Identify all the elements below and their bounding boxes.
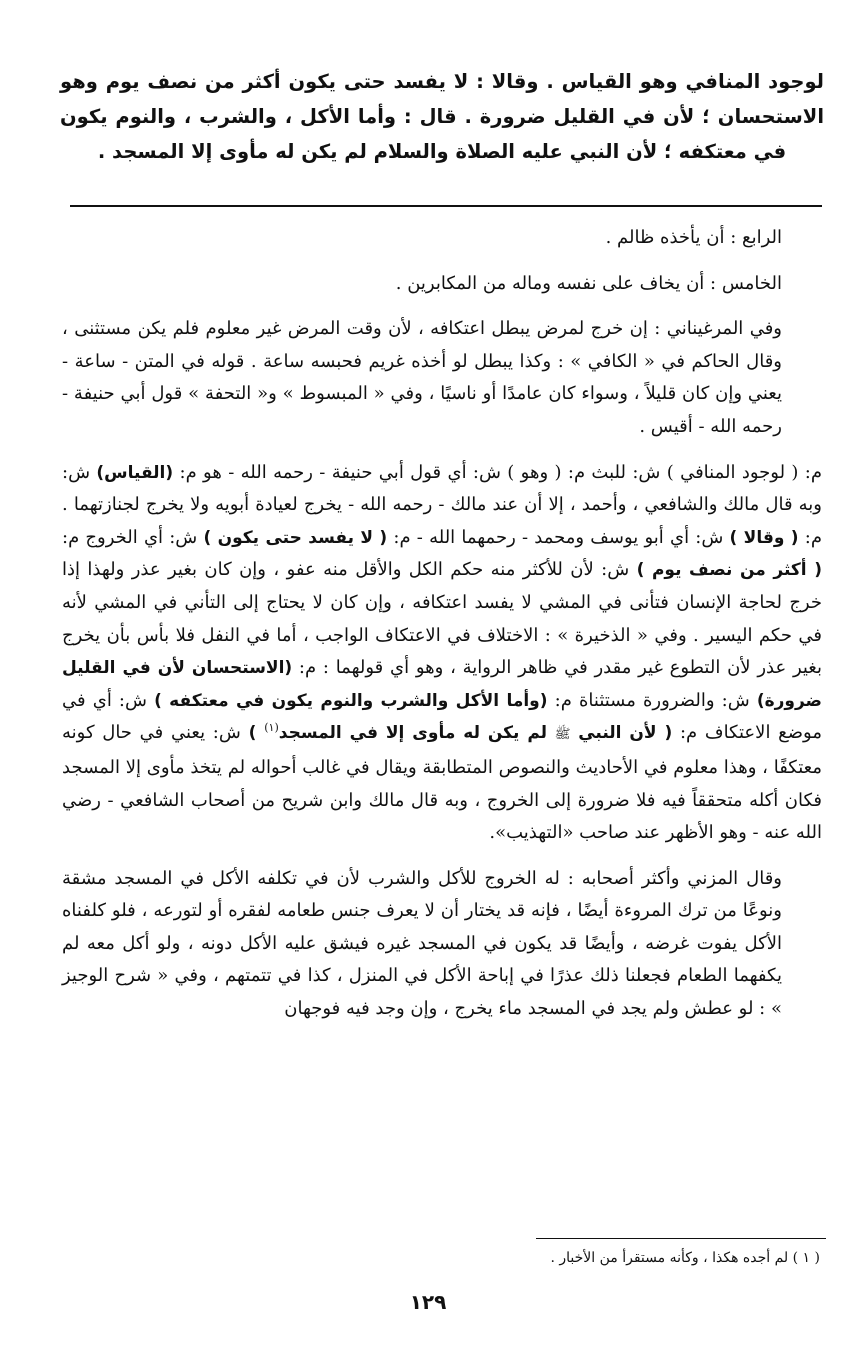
commentary-paragraph-2: الخامس : أن يخاف على نفسه وماله من المكابرين .: [395, 272, 782, 294]
p4-segment-5: ش: لأن للأكثر منه حكم الكل والأقل منه عفو ، وإن كان بغير عذر ولهذا إذا خرج لحاجة الإنسان فتأنى في المشي لا يفسد اعتكافه ، وإن كان لا يحتاج إلى التأني في المشي لأنه في حكم اليسير . وفي « الذخيرة » : الاختلاف في الاعتكاف الواجب ، أما في النفل فلا بأس بأن يخرج بغير عذر لأن التطوع غير مقدر في ظاهر الرواية ، وهو أي قولهما : م:: [62, 559, 823, 679]
p4-bold-7: ( لأن النبي: [578, 723, 673, 744]
p4-segment-8: ش: يعني في حال كونه معتكفًا ، وهذا معلوم في الأحاديث والنصوص المتطابقة ويقال في غالب أحواله لم يتخذ مأوى إلا المسجد فكان أكله متحققاً فيه فلا ضرورة إلى الخروج ، وبه قال مالك وابن شريح من أصحاب الشافعي - رضي الله عنه - وهو الأظهر عند صاحب «التهذيب».: [62, 722, 822, 844]
footnote: ( ١ ) لم أجده هكذا ، وكأنه مستقرأ من الأخبار .: [550, 1250, 820, 1266]
p4-segment-3: ش: أي أبو يوسف ومحمد - رحمهما الله - م:: [387, 526, 730, 548]
section-divider: [70, 205, 822, 207]
p4-segment-6: ش: والضرورة مستثناة م:: [547, 689, 757, 711]
footnote-divider: [536, 1238, 826, 1239]
p4-segment-7: ش: أي في موضع الاعتكاف م:: [62, 689, 822, 744]
main-text: لوجود المنافي وهو القياس . وقالا : لا يفسد حتى يكون أكثر من نصف يوم وهو الاستحسان ؛ لأن في القليل ضرورة . قال : وأما الأكل ، والشرب ، والنوم يكون في معتكفه ؛ لأن النبي عليه الصلاة والسلام لم يكن له مأوى إلا المسجد .: [60, 70, 824, 163]
commentary: [62, 222, 822, 1026]
commentary-paragraph-4: [62, 457, 822, 850]
footnote-ref[interactable]: (١): [264, 721, 279, 735]
p4-bold-2: ( وقالا ): [729, 527, 799, 548]
p4-bold-3: ( لا يفسد حتى يكون ): [203, 527, 388, 548]
p4-segment-2: ش: وبه قال مالك والشافعي ، وأحمد ، إلا أن عند مالك - رحمه الله - يخرج لعيادة أبويه ولا يخرج لجنازتهما . م:: [62, 461, 822, 548]
p4-bold-5: (الاستحسان لأن في القليل ضرورة): [62, 658, 822, 711]
p4-bold-1: (القياس): [96, 462, 174, 483]
commentary-paragraph-1: الرابع : أن يأخذه ظالم .: [605, 227, 782, 248]
p4-segment-4: ش: أي الخروج م:: [62, 526, 204, 548]
p4-bold-4: ( أكثر من نصف يوم ): [636, 560, 822, 581]
commentary-paragraph-3: وفي المرغيناني : إن خرج لمرض يبطل اعتكافه ، لأن وقت المرض غير معلوم فلم يكن مستثنى ، وقال الحاكم في « الكافي » : وكذا يبطل لو أخذه غريم فحبسه ساعة . قوله في المتن - ساعة - يعني وإن كان قليلاً ، وسواء كان عامدًا أو ناسيًا ، وفي « المبسوط » و« التحفة » قول أبي حنيفة - رحمه الله - أقيس .: [62, 318, 782, 437]
p4-segment-1: م: ( لوجود المنافي ) ش: للبث م: ( وهو ) ش: أي قول أبي حنيفة - رحمه الله - هو م:: [173, 461, 822, 483]
page-number: ١٢٩: [409, 1290, 447, 1314]
salla-ligature: ﷺ: [554, 727, 571, 743]
commentary-paragraph-5: وقال المزني وأكثر أصحابه : له الخروج للأكل والشرب لأن في تكلفه الأكل في المسجد مشقة ونوعًا من ترك المروءة أيضًا ، فإنه قد يختار أن لا يعرف جنس طعامه لفقره أو لتورعه ، فلو كلفناه الأكل يفوت غرضه ، وأيضًا قد يكون في المسجد غيره فيشق عليه الأكل دونه ، ولو أكل معه لم يكفهما الطعام فجعلنا ذلك عذرًا في إباحة الأكل في المنزل ، كذا في تتمتهم ، وفي « شرح الوجيز » : لو عطش ولم يجد في المسجد ماء يخرج ، وإن وجد فيه فوجهان: [62, 867, 782, 1020]
p4-bold-8: لم يكن له مأوى إلا في المسجد: [278, 723, 548, 744]
p4-bold-9: ): [248, 723, 265, 744]
p4-bold-6: (وأما الأكل والشرب والنوم يكون في معتكفه ): [154, 690, 548, 711]
